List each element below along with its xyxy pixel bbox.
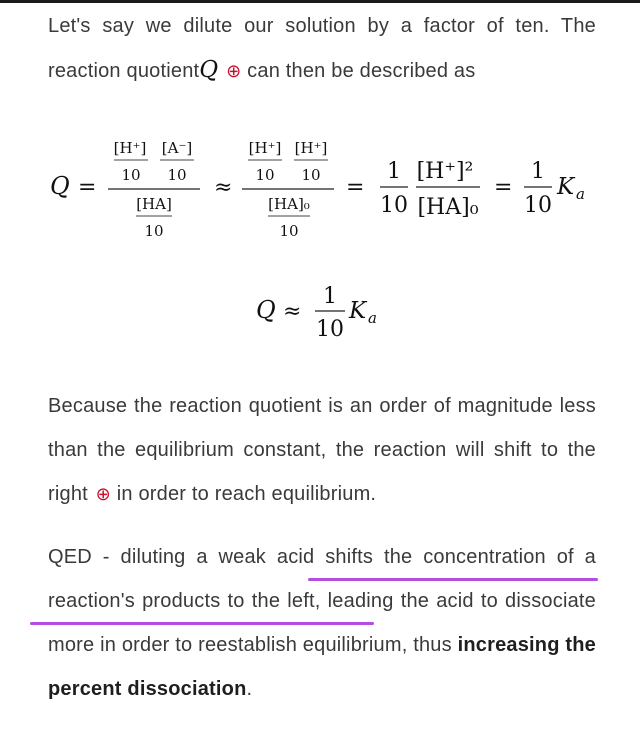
eq2-one: 1 [323, 284, 337, 309]
eq1-equals-2: = [346, 175, 365, 200]
eq1-ten: 10 [380, 193, 408, 218]
circled-plus-icon[interactable]: ⊕ [95, 484, 111, 504]
intro-text: Let's say we dilute our solution by a factor of ten. The reaction quotient [48, 15, 596, 82]
eq1-ha-zero: [HA]₀ [417, 195, 479, 220]
eq2-ka: K [349, 298, 367, 324]
eq1-hplus-squared: [H⁺]² [416, 159, 474, 184]
explanation-text-end: in order to reach equilibrium. [116, 483, 377, 505]
eq1-f1-ha-ten: 10 [144, 222, 164, 240]
conclusion-bold: increasing the percent dissociation [48, 634, 596, 700]
eq2-q: Q [256, 296, 276, 324]
top-border [0, 0, 640, 3]
eq1-ka-sub: a [576, 185, 585, 203]
eq1-f2-h1: [H⁺] [248, 139, 282, 157]
eq1-equals: = [78, 175, 97, 200]
eq1-f1-ha: [HA] [136, 195, 172, 213]
quotient-symbol: Q [199, 57, 219, 83]
eq1-ten-b: 10 [524, 193, 552, 218]
eq1-approx-1: ≈ [214, 175, 233, 200]
intro-text-end: can then be described as [247, 60, 476, 82]
highlight-underline-2 [30, 622, 374, 625]
circled-plus-icon[interactable]: ⊕ [226, 61, 242, 81]
eq2-ka-sub: a [368, 309, 377, 327]
eq1-ka: K [557, 174, 575, 200]
eq1-one: 1 [387, 159, 401, 184]
eq1-f2-ha0: [HA]₀ [268, 195, 310, 213]
highlight-underline-1 [308, 578, 598, 581]
eq1-f2-h2-ten: 10 [301, 166, 321, 184]
intro-paragraph [48, 4, 596, 93]
explanation-text: Because the reaction quotient is an order of magnitude less than the equilibrium constant, the reaction will shift to the right [48, 395, 596, 505]
eq1-f1-h: [H⁺] [113, 139, 147, 157]
equation-2 [256, 284, 377, 342]
equation-1 [50, 139, 585, 240]
eq1-f1-a-ten: 10 [167, 166, 187, 184]
eq1-q: Q [50, 172, 70, 200]
conclusion-text: QED - diluting a weak acid shifts the concentration of a reaction's products to the left, leading the acid to dissociate more in order to reestablish equilibrium, thus [48, 546, 596, 656]
eq1-f1-a: [A⁻] [161, 139, 193, 157]
eq1-equals-3: = [494, 175, 513, 200]
eq2-ten: 10 [316, 317, 344, 342]
eq1-f2-ha0-ten: 10 [279, 222, 299, 240]
eq2-approx: ≈ [283, 299, 302, 324]
eq1-f2-h2: [H⁺] [294, 139, 328, 157]
explanation-paragraph [48, 384, 596, 516]
eq1-f1-h-ten: 10 [121, 166, 141, 184]
eq1-f2-h1-ten: 10 [255, 166, 275, 184]
eq1-one-b: 1 [531, 159, 545, 184]
conclusion-period: . [246, 678, 253, 700]
